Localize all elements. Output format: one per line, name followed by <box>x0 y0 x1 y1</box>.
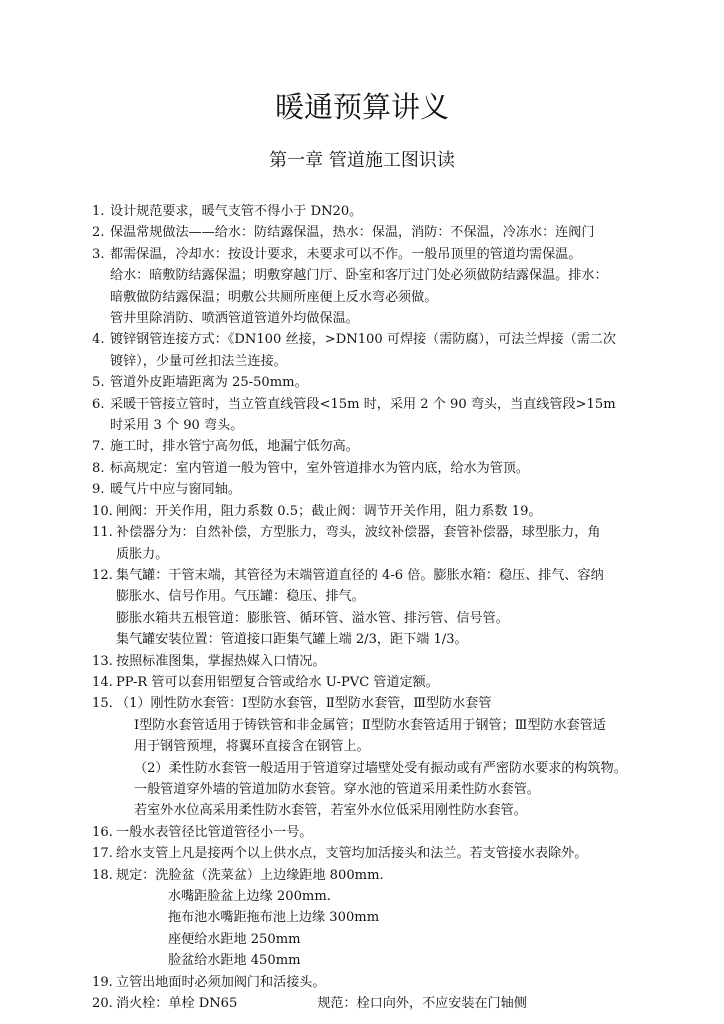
item-body <box>116 843 662 864</box>
item-line: 集气罐安装位置：管道接口距集气罐上端 2/3，距下端 1/3。 <box>116 632 468 648</box>
item-line: 膨胀水、信号作用。气压罐：稳压、排气。 <box>116 589 365 605</box>
item-line: 闸阀：开关作用，阻力系数 0.5；截止阀：调节开关作用，阻力系数 19。 <box>116 503 542 519</box>
item-number: 10. <box>92 503 113 519</box>
item-line: 管井里除消防、喷洒管道管道外均做保温。 <box>110 311 359 327</box>
item-line: 施工时，排水管宁高勿低，地漏宁低勿高。 <box>110 439 359 455</box>
item-line: 给水：暗敷防结露保温；明敷穿越门厅、卧室和客厅过门处必须做防结露保温。排水： <box>110 268 608 284</box>
item-body <box>116 865 662 886</box>
item-number: 9. <box>92 482 105 498</box>
item-line: 按照标准图集，掌握热媒入口情况。 <box>116 653 326 669</box>
item-number: 14. <box>92 674 113 690</box>
item-number: 7. <box>92 439 105 455</box>
list-item <box>92 822 662 843</box>
item-body <box>116 672 662 693</box>
item-number: 4. <box>92 332 105 348</box>
item-line: 膨胀水箱共五根管道：膨胀管、循环管、溢水管、排污管、信号管。 <box>116 610 509 626</box>
item-line: 都需保温，冷却水：按设计要求，未要求可以不作。一般吊顶里的管道均需保温。 <box>110 246 582 262</box>
list-item <box>92 886 662 972</box>
item-line: 规定：洗脸盆（洗菜盆）上边缘距地 800mm. <box>116 867 384 883</box>
item-body <box>116 822 662 843</box>
list-item <box>92 565 662 651</box>
item-line: Ⅰ型防水套管适用于铸铁管和非金属管；Ⅱ型防水套管适用于钢管；Ⅲ型防水套管适 <box>134 717 606 733</box>
item-body <box>110 372 662 393</box>
item-line: 保温常规做法——给水：防结露保温，热水：保温，消防：不保温，冷冻水：连阀门 <box>110 225 595 241</box>
list-item <box>92 458 662 479</box>
item-body <box>116 651 662 672</box>
list-item <box>92 244 662 265</box>
item-number: 8. <box>92 460 105 476</box>
hydrant-spec: 消火栓：单栓 DN65 <box>116 996 238 1012</box>
list-item <box>92 993 662 1014</box>
list-item <box>92 522 662 565</box>
list-item <box>92 394 662 437</box>
list-item <box>92 372 662 393</box>
item-number: 19. <box>92 974 113 990</box>
item-body <box>110 458 662 479</box>
item-line: 采暖干管接立管时，当立管直线管段<15m 时，采用 2 个 90 弯头，当直线管段>15m <box>110 396 616 412</box>
item-number: 6. <box>92 396 105 412</box>
item-line: 镀锌钢管连接方式：《DN100 丝接，>DN100 可焊接（需防腐），可法兰焊接（需二次 <box>110 332 616 348</box>
item-number: 1. <box>92 204 105 219</box>
list-item <box>92 693 662 714</box>
item-number: 11. <box>92 525 113 541</box>
item-number: 5. <box>92 375 105 391</box>
item-body <box>116 993 662 1014</box>
item-line: 镀锌），少量可丝扣法兰连接。 <box>110 353 287 369</box>
item-body <box>110 329 662 372</box>
item-line: 设计规范要求，暖气支管不得小于 DN20。 <box>110 204 363 219</box>
item-number: 18. <box>92 867 113 883</box>
item-line: 暖气片中应与窗同轴。 <box>110 482 241 498</box>
item-number: 12. <box>92 567 113 583</box>
list-item <box>92 479 662 500</box>
list-item <box>92 436 662 457</box>
item-line: 一般管道穿外墙的管道加防水套管。穿水池的管道采用柔性防水套管。 <box>134 781 540 797</box>
item-number: 15. <box>92 696 113 712</box>
list-item <box>92 972 662 993</box>
item-body <box>116 565 662 651</box>
list-item <box>92 715 662 822</box>
item-body <box>110 436 662 457</box>
item-number: 2. <box>92 225 105 241</box>
item-line: 水嘴距脸盆上边缘 200mm. <box>168 889 331 904</box>
item-body <box>116 501 662 522</box>
lecture-list <box>92 201 662 1014</box>
item-line: 集气罐：干管末端，其管径为末端管道直径的 4-6 倍。膨胀水箱：稳压、排气、容纳 <box>116 567 604 583</box>
list-item <box>92 501 662 522</box>
item-line: 质胀力。 <box>116 546 169 562</box>
item-line: 拖布池水嘴距拖布池上边缘 300mm <box>168 910 380 926</box>
item-line: 时采用 3 个 90 弯头。 <box>110 418 244 434</box>
chapter-title: 第一章 管道施工图识读 <box>269 150 455 171</box>
item-line: 用于钢管预埋，将翼环直接含在钢管上。 <box>134 739 370 755</box>
item-line: 暗敷做防结露保温；明敷公共厕所座便上反水弯必须做。 <box>110 289 438 305</box>
list-item <box>92 672 662 693</box>
item-body <box>116 972 662 993</box>
item-body <box>116 522 662 565</box>
list-item <box>92 865 662 886</box>
item-number: 16. <box>92 824 113 840</box>
list-item <box>92 265 662 329</box>
item-body <box>110 479 662 500</box>
list-item <box>92 329 662 372</box>
list-item <box>92 222 662 243</box>
item-body <box>110 394 662 437</box>
item-line: （1）刚性防水套管：Ⅰ型防水套管，Ⅱ型防水套管，Ⅲ型防水套管 <box>116 696 492 712</box>
item-line: 给水支管上凡是接两个以上供水点，支管均加活接头和法兰。若支管接水表除外。 <box>116 846 588 862</box>
list-item <box>92 651 662 672</box>
item-body <box>110 222 662 243</box>
document-title: 暖通预算讲义 <box>274 90 449 124</box>
item-number: 17. <box>92 846 113 862</box>
item-line: 若室外水位高采用柔性防水套管，若室外水位低采用刚性防水套管。 <box>134 803 527 819</box>
item-line: 标高规定：室内管道一般为管中，室外管道排水为管内底，给水为管顶。 <box>110 460 529 476</box>
item-body <box>110 201 662 222</box>
spacer <box>237 993 317 1014</box>
item-line: PP-R 管可以套用铝塑复合管或给水 U-PVC 管道定额。 <box>116 674 439 690</box>
item-line: 立管出地面时必须加阀门和活接头。 <box>116 974 326 990</box>
list-item <box>92 843 662 864</box>
item-line: （2）柔性防水套管一般适用于管道穿过墙壁处受有振动或有严密防水要求的构筑物。 <box>134 760 627 776</box>
item-number: 13. <box>92 653 113 669</box>
item-body <box>110 715 662 822</box>
item-body <box>110 244 662 265</box>
item-number: 3. <box>92 246 105 262</box>
item-body <box>110 265 662 329</box>
list-item <box>92 201 662 222</box>
item-line: 脸盆给水距地 450mm <box>168 953 301 969</box>
item-line: 座便给水距地 250mm <box>168 931 301 947</box>
item-line: 管道外皮距墙距离为 25-50mm。 <box>110 375 308 391</box>
item-line: 补偿器分为：自然补偿，方型胀力，弯头，波纹补偿器，套管补偿器，球型胀力，角 <box>116 525 601 541</box>
item-number: 20. <box>92 996 113 1012</box>
item-body <box>116 693 662 714</box>
item-line: 一般水表管径比管道管径小一号。 <box>116 824 313 840</box>
item-body <box>110 886 662 972</box>
hydrant-rule: 规范：栓口向外，不应安装在门轴侧 <box>317 996 527 1012</box>
